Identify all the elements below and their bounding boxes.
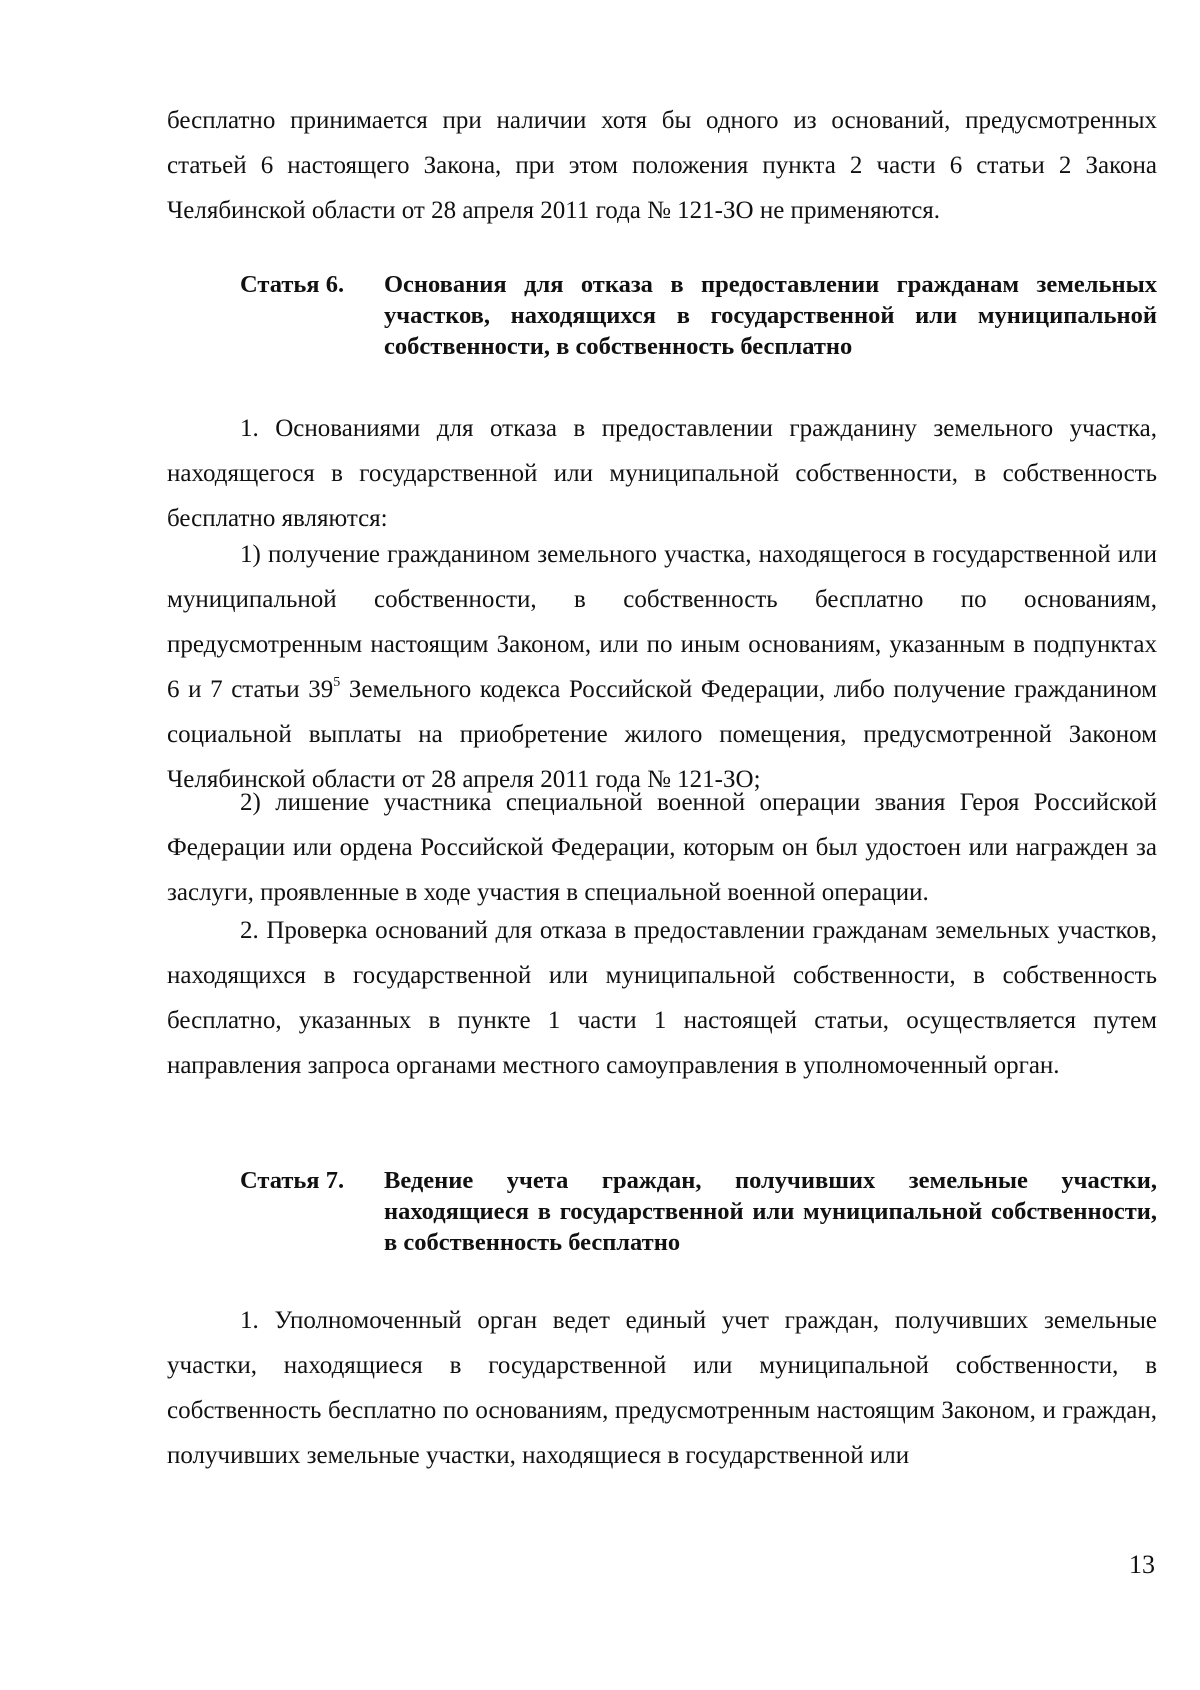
- article-6-clause-1: 1. Основаниями для отказа в предоставлении гражданину земельного участка, находящегося в государственной или муниципальной собственности, в собственность бесплатно являются:: [167, 415, 1157, 532]
- paragraph-continuation: бесплатно принимается при наличии хотя бы одного из оснований, предусмотренных статьей 6 настоящего Закона, при этом положения пункта 2 части 6 статьи 2 Закона Челябинской области от 28 апреля 2011 года № 121-ЗО не применяются.: [167, 107, 1157, 224]
- page-number: 13: [1129, 1550, 1155, 1579]
- article-6-number: Статья 6.: [240, 271, 345, 298]
- article-7-number: Статья 7.: [240, 1167, 345, 1194]
- article-6-clause-2: 2. Проверка оснований для отказа в предоставлении гражданам земельных участков, находящихся в государственной или муниципальной собственности, в собственность бесплатно, указанных в пункте 1 части 1 настоящей статьи, осуществляется путем направления запроса органами местного самоуправления в уполномоченный орган.: [167, 917, 1157, 1079]
- item-1-text-after: Земельного кодекса Российской Федерации, либо получение гражданином социальной выплаты на приобретение жилого помещения, предусмотренной Законом Челябинской области от 28 апреля 2011 года № 121-ЗО;: [167, 676, 1157, 793]
- article-6-clause-1-item-1: [167, 532, 1157, 802]
- article-6-clause-1-item-2: 2) лишение участника специальной военной операции звания Героя Российской Федерации или ордена Российской Федерации, которым он был удостоен или награжден за заслуги, проявленные в ходе участия в специальной военной операции.: [167, 789, 1157, 906]
- article-6-title: Основания для отказа в предоставлении гражданам земельных участков, находящихся в государственной или муниципальной собственности, в собственность бесплатно: [384, 271, 1157, 360]
- item-1-text-before: 1) получение гражданином земельного участка, находящегося в государственной или муниципальной собственности, в собственность бесплатно по основаниям, предусмотренным настоящим Законом, или по иным основаниям, указанным в подпунктах 6 и 7 статьи 39: [167, 541, 1157, 703]
- article-7-clause-1: 1. Уполномоченный орган ведет единый учет граждан, получивших земельные участки, находящиеся в государственной или муниципальной собственности, в собственность бесплатно по основаниям, предусмотренным настоящим Законом, и граждан, получивших земельные участки, находящиеся в государственной или: [167, 1307, 1157, 1469]
- article-7-title: Ведение учета граждан, получивших земельные участки, находящиеся в государственной или муниципальной собственности, в собственность бесплатно: [384, 1167, 1157, 1256]
- item-1-superscript: 5: [333, 674, 341, 690]
